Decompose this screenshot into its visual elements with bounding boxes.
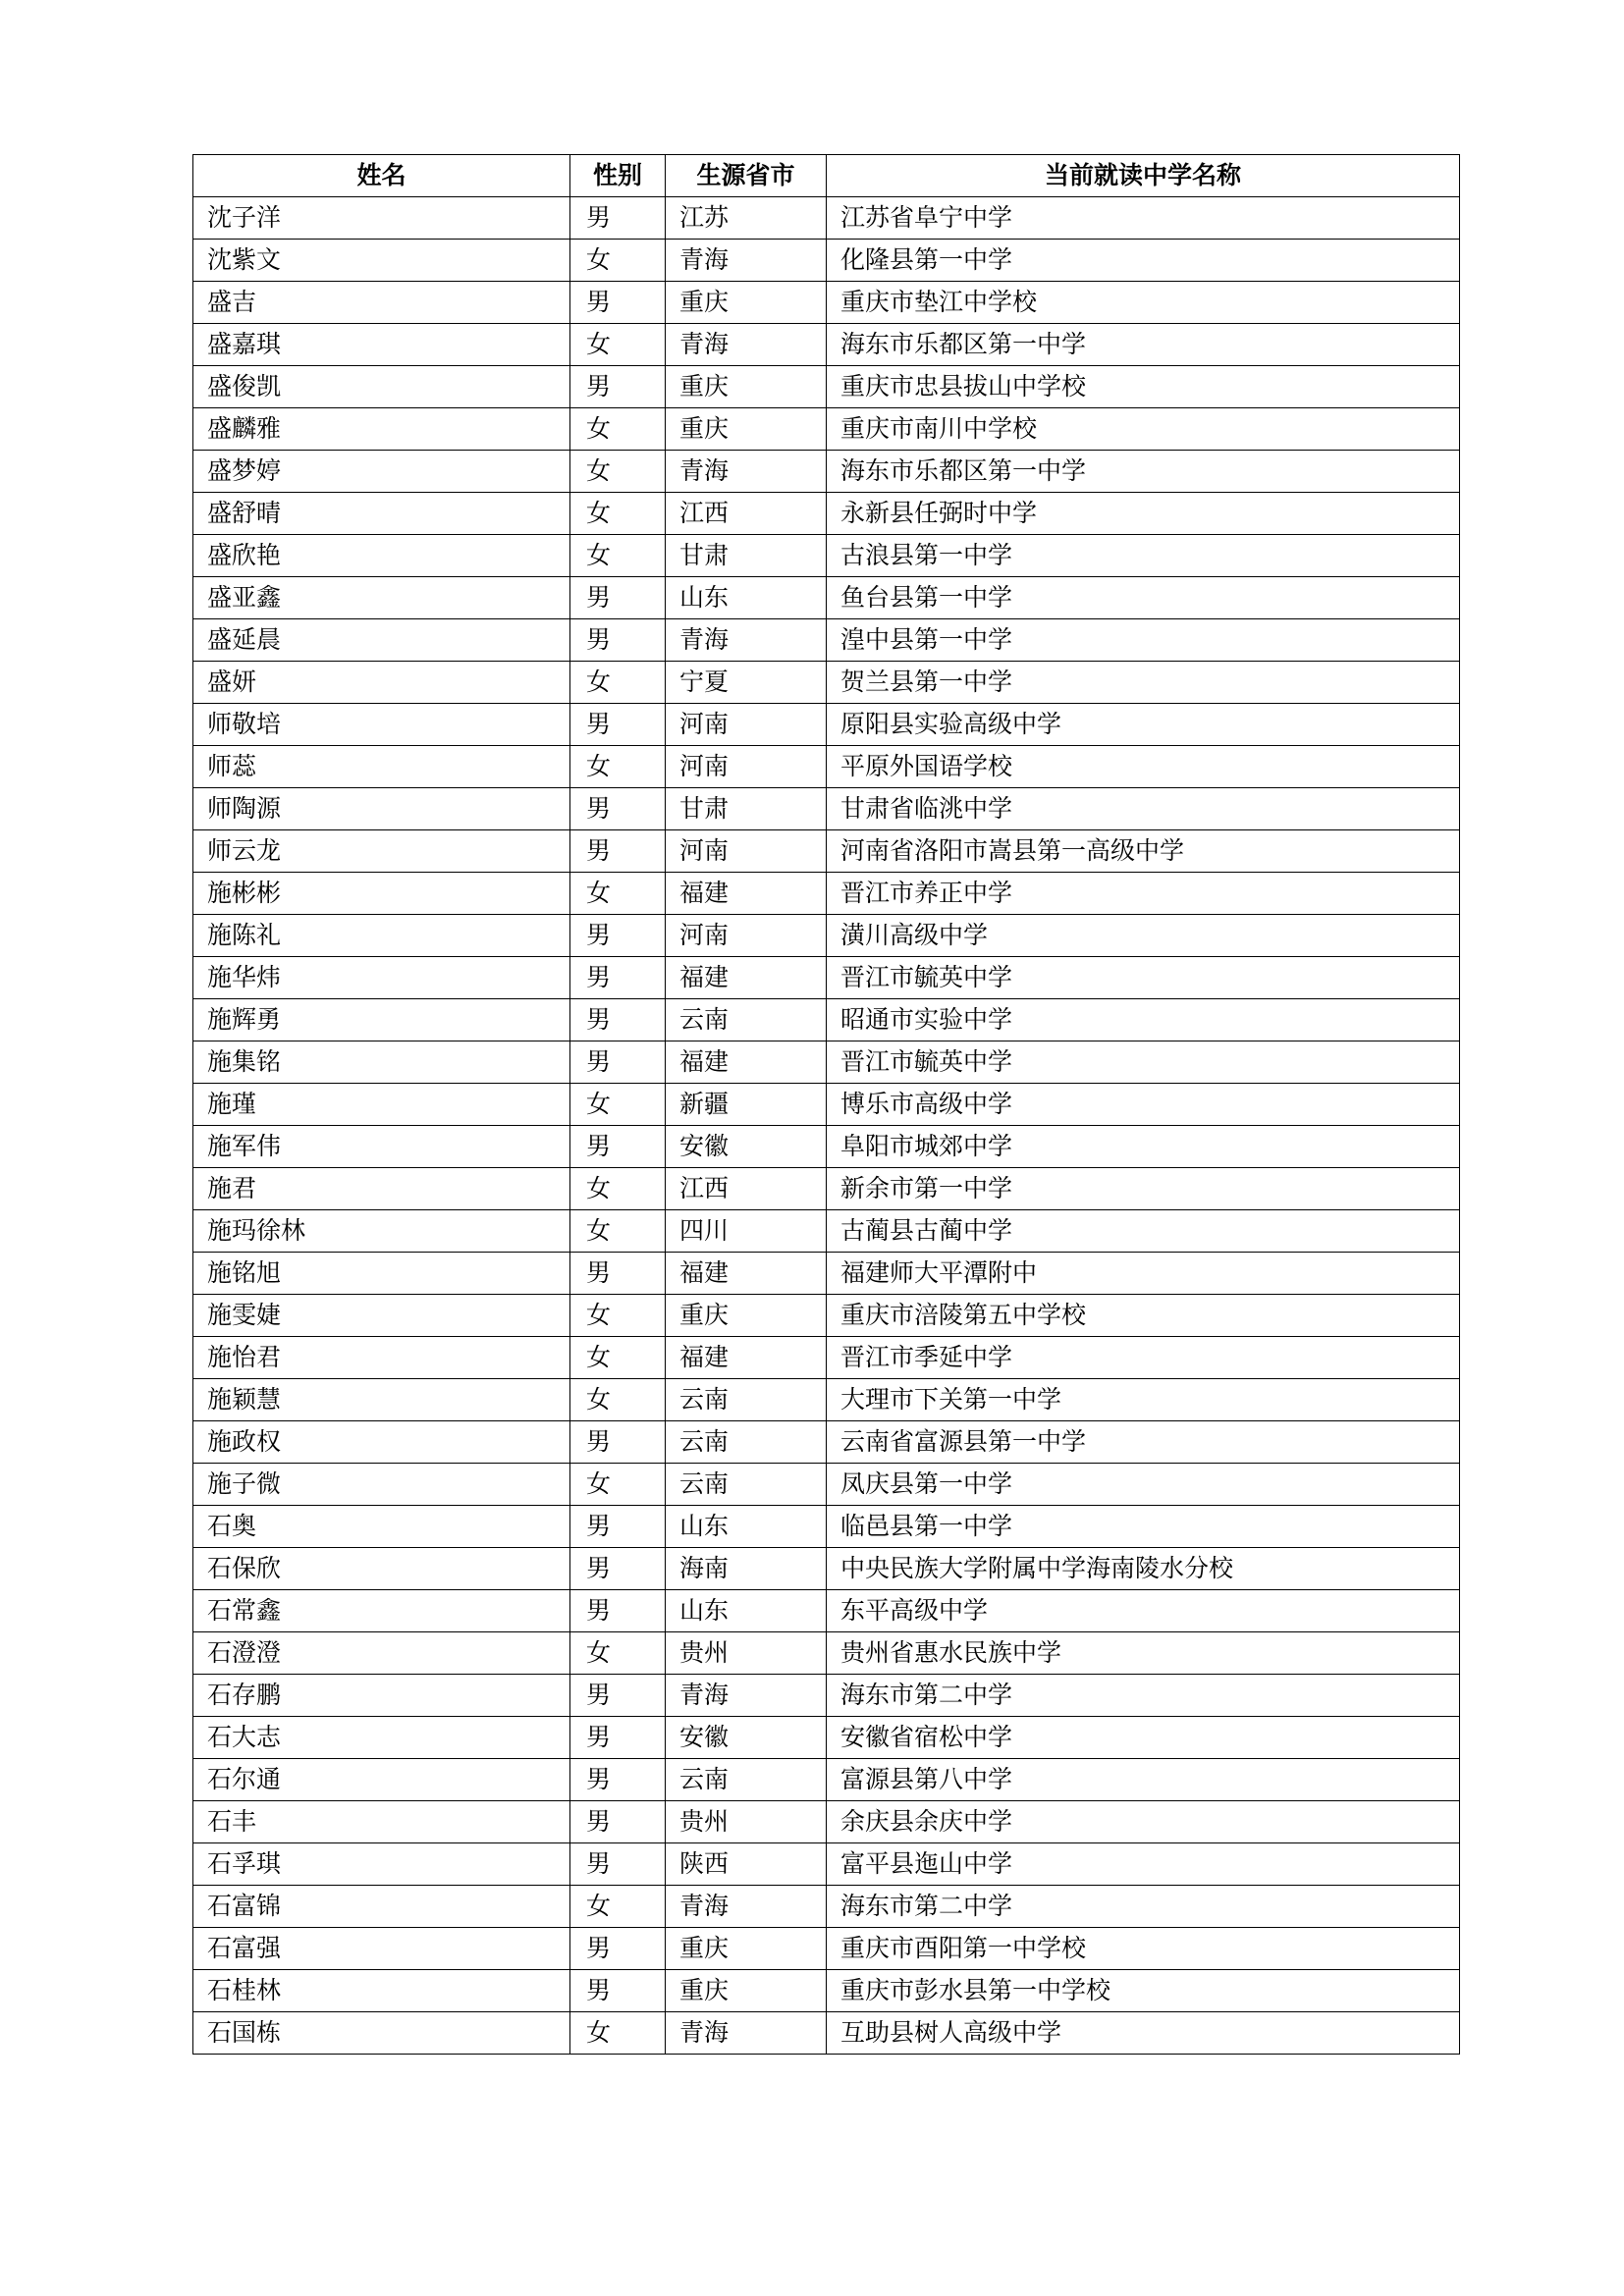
cell-province: 重庆 (666, 366, 827, 408)
cell-province: 青海 (666, 451, 827, 493)
cell-school: 古蔺县古蔺中学 (827, 1210, 1460, 1253)
cell-school: 重庆市涪陵第五中学校 (827, 1295, 1460, 1337)
table-row (193, 1801, 1460, 1843)
cell-school: 重庆市忠县拔山中学校 (827, 366, 1460, 408)
cell-school: 互助县树人高级中学 (827, 2012, 1460, 2055)
table-row (193, 1295, 1460, 1337)
cell-name: 盛吉 (193, 282, 570, 324)
cell-school: 大理市下关第一中学 (827, 1379, 1460, 1421)
cell-school: 海东市乐都区第一中学 (827, 451, 1460, 493)
table-row (193, 1168, 1460, 1210)
cell-province: 四川 (666, 1210, 827, 1253)
table-row (193, 999, 1460, 1041)
cell-name: 施华炜 (193, 957, 570, 999)
cell-name: 石大志 (193, 1717, 570, 1759)
cell-gender: 女 (570, 1210, 666, 1253)
cell-name: 施怡君 (193, 1337, 570, 1379)
table-row (193, 535, 1460, 577)
cell-school: 凤庆县第一中学 (827, 1464, 1460, 1506)
cell-school: 晋江市毓英中学 (827, 1041, 1460, 1084)
cell-school: 余庆县余庆中学 (827, 1801, 1460, 1843)
cell-school: 河南省洛阳市嵩县第一高级中学 (827, 830, 1460, 873)
cell-school: 富平县迤山中学 (827, 1843, 1460, 1886)
cell-name: 石存鹏 (193, 1675, 570, 1717)
cell-gender: 女 (570, 493, 666, 535)
cell-province: 青海 (666, 619, 827, 662)
cell-province: 山东 (666, 1506, 827, 1548)
table-row (193, 704, 1460, 746)
cell-province: 海南 (666, 1548, 827, 1590)
cell-gender: 女 (570, 451, 666, 493)
cell-name: 盛欣艳 (193, 535, 570, 577)
cell-gender: 男 (570, 1421, 666, 1464)
cell-province: 福建 (666, 873, 827, 915)
cell-name: 施陈礼 (193, 915, 570, 957)
cell-name: 石富强 (193, 1928, 570, 1970)
cell-name: 施瑾 (193, 1084, 570, 1126)
cell-province: 贵州 (666, 1801, 827, 1843)
cell-gender: 女 (570, 1379, 666, 1421)
cell-name: 石富锦 (193, 1886, 570, 1928)
table-row (193, 619, 1460, 662)
cell-gender: 男 (570, 1801, 666, 1843)
cell-name: 沈紫文 (193, 240, 570, 282)
table-row (193, 1210, 1460, 1253)
cell-name: 沈子洋 (193, 197, 570, 240)
cell-gender: 女 (570, 746, 666, 788)
cell-school: 古浪县第一中学 (827, 535, 1460, 577)
cell-province: 云南 (666, 1759, 827, 1801)
cell-gender: 女 (570, 240, 666, 282)
cell-school: 博乐市高级中学 (827, 1084, 1460, 1126)
cell-school: 重庆市南川中学校 (827, 408, 1460, 451)
cell-province: 陕西 (666, 1843, 827, 1886)
table-header-row (193, 155, 1460, 197)
cell-school: 新余市第一中学 (827, 1168, 1460, 1210)
cell-gender: 男 (570, 577, 666, 619)
cell-name: 师陶源 (193, 788, 570, 830)
cell-province: 河南 (666, 704, 827, 746)
cell-name: 施雯婕 (193, 1295, 570, 1337)
cell-gender: 男 (570, 704, 666, 746)
table-row (193, 746, 1460, 788)
cell-school: 福建师大平潭附中 (827, 1253, 1460, 1295)
cell-province: 宁夏 (666, 662, 827, 704)
cell-school: 晋江市毓英中学 (827, 957, 1460, 999)
table-row (193, 873, 1460, 915)
table-row (193, 788, 1460, 830)
cell-name: 施军伟 (193, 1126, 570, 1168)
cell-school: 安徽省宿松中学 (827, 1717, 1460, 1759)
cell-gender: 男 (570, 197, 666, 240)
table-row (193, 324, 1460, 366)
cell-gender: 女 (570, 1337, 666, 1379)
table-row (193, 1886, 1460, 1928)
table-row (193, 1590, 1460, 1632)
cell-province: 青海 (666, 324, 827, 366)
cell-province: 新疆 (666, 1084, 827, 1126)
cell-school: 海东市第二中学 (827, 1675, 1460, 1717)
cell-gender: 男 (570, 1928, 666, 1970)
cell-gender: 女 (570, 1464, 666, 1506)
table-row (193, 1632, 1460, 1675)
cell-province: 云南 (666, 1421, 827, 1464)
cell-province: 江苏 (666, 197, 827, 240)
cell-gender: 男 (570, 1126, 666, 1168)
cell-name: 施政权 (193, 1421, 570, 1464)
table-row (193, 197, 1460, 240)
cell-gender: 女 (570, 1084, 666, 1126)
cell-name: 盛梦婷 (193, 451, 570, 493)
table-row (193, 1548, 1460, 1590)
cell-gender: 男 (570, 957, 666, 999)
cell-school: 潢川高级中学 (827, 915, 1460, 957)
cell-gender: 女 (570, 1886, 666, 1928)
cell-name: 盛麟雅 (193, 408, 570, 451)
cell-province: 重庆 (666, 1295, 827, 1337)
cell-province: 青海 (666, 1675, 827, 1717)
cell-gender: 男 (570, 1759, 666, 1801)
table-row (193, 408, 1460, 451)
cell-province: 安徽 (666, 1126, 827, 1168)
cell-name: 石国栋 (193, 2012, 570, 2055)
cell-province: 甘肃 (666, 788, 827, 830)
cell-province: 云南 (666, 999, 827, 1041)
cell-name: 施集铭 (193, 1041, 570, 1084)
table-row (193, 451, 1460, 493)
table-row (193, 1126, 1460, 1168)
cell-province: 重庆 (666, 1928, 827, 1970)
cell-province: 重庆 (666, 1970, 827, 2012)
cell-province: 云南 (666, 1379, 827, 1421)
table-row (193, 2012, 1460, 2055)
cell-school: 临邑县第一中学 (827, 1506, 1460, 1548)
cell-gender: 男 (570, 1970, 666, 2012)
table-row (193, 1041, 1460, 1084)
cell-province: 福建 (666, 1041, 827, 1084)
table-row (193, 1843, 1460, 1886)
table-row (193, 282, 1460, 324)
cell-province: 云南 (666, 1464, 827, 1506)
cell-gender: 男 (570, 1548, 666, 1590)
cell-school: 鱼台县第一中学 (827, 577, 1460, 619)
cell-school: 原阳县实验高级中学 (827, 704, 1460, 746)
cell-name: 盛舒晴 (193, 493, 570, 535)
table-row (193, 1253, 1460, 1295)
table-row (193, 1928, 1460, 1970)
cell-school: 湟中县第一中学 (827, 619, 1460, 662)
table-row (193, 1084, 1460, 1126)
table-row (193, 830, 1460, 873)
cell-name: 盛延晨 (193, 619, 570, 662)
cell-gender: 男 (570, 830, 666, 873)
cell-gender: 男 (570, 788, 666, 830)
header-province: 生源省市 (666, 155, 827, 197)
cell-name: 石澄澄 (193, 1632, 570, 1675)
header-name: 姓名 (193, 155, 570, 197)
table-row (193, 1506, 1460, 1548)
cell-name: 盛亚鑫 (193, 577, 570, 619)
cell-name: 师云龙 (193, 830, 570, 873)
cell-province: 江西 (666, 493, 827, 535)
cell-province: 山东 (666, 577, 827, 619)
header-gender: 性别 (570, 155, 666, 197)
cell-name: 石桂林 (193, 1970, 570, 2012)
student-table (192, 154, 1460, 2055)
cell-school: 阜阳市城郊中学 (827, 1126, 1460, 1168)
cell-province: 青海 (666, 2012, 827, 2055)
cell-school: 昭通市实验中学 (827, 999, 1460, 1041)
cell-province: 河南 (666, 830, 827, 873)
cell-name: 石孚琪 (193, 1843, 570, 1886)
cell-name: 施玛徐林 (193, 1210, 570, 1253)
cell-province: 福建 (666, 1337, 827, 1379)
cell-province: 青海 (666, 1886, 827, 1928)
table-row (193, 1337, 1460, 1379)
cell-province: 福建 (666, 1253, 827, 1295)
cell-name: 师敬培 (193, 704, 570, 746)
table-body (193, 197, 1460, 2055)
cell-province: 福建 (666, 957, 827, 999)
cell-province: 安徽 (666, 1717, 827, 1759)
cell-province: 山东 (666, 1590, 827, 1632)
table-row (193, 240, 1460, 282)
cell-school: 云南省富源县第一中学 (827, 1421, 1460, 1464)
table-row (193, 1675, 1460, 1717)
cell-school: 中央民族大学附属中学海南陵水分校 (827, 1548, 1460, 1590)
cell-school: 晋江市养正中学 (827, 873, 1460, 915)
cell-gender: 男 (570, 915, 666, 957)
cell-school: 海东市乐都区第一中学 (827, 324, 1460, 366)
cell-name: 盛妍 (193, 662, 570, 704)
table-row (193, 915, 1460, 957)
cell-school: 平原外国语学校 (827, 746, 1460, 788)
cell-school: 甘肃省临洮中学 (827, 788, 1460, 830)
cell-school: 海东市第二中学 (827, 1886, 1460, 1928)
cell-province: 重庆 (666, 408, 827, 451)
cell-gender: 女 (570, 408, 666, 451)
cell-province: 重庆 (666, 282, 827, 324)
table-row (193, 662, 1460, 704)
cell-gender: 女 (570, 662, 666, 704)
table-row (193, 957, 1460, 999)
cell-school: 贵州省惠水民族中学 (827, 1632, 1460, 1675)
cell-province: 贵州 (666, 1632, 827, 1675)
cell-gender: 男 (570, 282, 666, 324)
cell-gender: 男 (570, 999, 666, 1041)
cell-gender: 女 (570, 1295, 666, 1337)
cell-school: 东平高级中学 (827, 1590, 1460, 1632)
cell-gender: 男 (570, 1675, 666, 1717)
cell-school: 富源县第八中学 (827, 1759, 1460, 1801)
cell-gender: 男 (570, 1506, 666, 1548)
cell-name: 施铭旭 (193, 1253, 570, 1295)
cell-gender: 女 (570, 1168, 666, 1210)
cell-name: 施子微 (193, 1464, 570, 1506)
cell-name: 盛俊凯 (193, 366, 570, 408)
cell-gender: 男 (570, 619, 666, 662)
cell-gender: 女 (570, 2012, 666, 2055)
cell-name: 盛嘉琪 (193, 324, 570, 366)
cell-gender: 女 (570, 324, 666, 366)
cell-name: 施颖慧 (193, 1379, 570, 1421)
table-row (193, 1717, 1460, 1759)
cell-name: 施辉勇 (193, 999, 570, 1041)
table-row (193, 1379, 1460, 1421)
cell-gender: 男 (570, 1843, 666, 1886)
table-row (193, 1421, 1460, 1464)
cell-gender: 男 (570, 366, 666, 408)
table-row (193, 1759, 1460, 1801)
cell-gender: 男 (570, 1590, 666, 1632)
cell-school: 永新县任弼时中学 (827, 493, 1460, 535)
document-page (192, 154, 1459, 2055)
cell-gender: 女 (570, 535, 666, 577)
table-row (193, 1970, 1460, 2012)
cell-name: 施君 (193, 1168, 570, 1210)
cell-school: 重庆市酉阳第一中学校 (827, 1928, 1460, 1970)
cell-gender: 女 (570, 1632, 666, 1675)
header-school: 当前就读中学名称 (827, 155, 1460, 197)
cell-gender: 男 (570, 1041, 666, 1084)
cell-province: 甘肃 (666, 535, 827, 577)
cell-gender: 女 (570, 873, 666, 915)
cell-school: 江苏省阜宁中学 (827, 197, 1460, 240)
cell-province: 河南 (666, 915, 827, 957)
cell-school: 重庆市彭水县第一中学校 (827, 1970, 1460, 2012)
table-row (193, 366, 1460, 408)
cell-province: 青海 (666, 240, 827, 282)
table-row (193, 493, 1460, 535)
cell-school: 贺兰县第一中学 (827, 662, 1460, 704)
cell-school: 重庆市垫江中学校 (827, 282, 1460, 324)
cell-gender: 男 (570, 1253, 666, 1295)
table-row (193, 1464, 1460, 1506)
cell-name: 石保欣 (193, 1548, 570, 1590)
cell-name: 施彬彬 (193, 873, 570, 915)
cell-province: 江西 (666, 1168, 827, 1210)
cell-name: 石常鑫 (193, 1590, 570, 1632)
cell-name: 师蕊 (193, 746, 570, 788)
cell-name: 石尔通 (193, 1759, 570, 1801)
cell-province: 河南 (666, 746, 827, 788)
cell-gender: 男 (570, 1717, 666, 1759)
cell-school: 晋江市季延中学 (827, 1337, 1460, 1379)
cell-name: 石丰 (193, 1801, 570, 1843)
cell-name: 石奥 (193, 1506, 570, 1548)
cell-school: 化隆县第一中学 (827, 240, 1460, 282)
table-row (193, 577, 1460, 619)
